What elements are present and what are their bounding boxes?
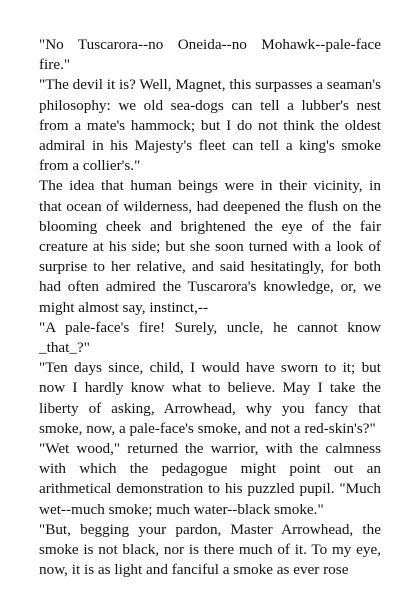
- paragraph-2: "The devil it is? Well, Magnet, this surpasses a seaman's philosophy: we old sea-dogs can tell a lubber's nest from a mate's hammock; but I do not think the oldest admiral in his Majesty's fleet can tell a king's smoke from a collier's.": [39, 76, 381, 175]
- paragraph-5: "Ten days since, child, I would have sworn to it; but now I hardly know what to believe. May I take the liberty of asking, Arrowhead, why you fancy that smoke, now, a pale-face's smoke, and not a red-skin's?": [39, 359, 381, 437]
- paragraph-4: "A pale-face's fire! Surely, uncle, he cannot know _that_?": [39, 318, 381, 357]
- paragraph-7: "But, begging your pardon, Master Arrowhead, the smoke is not black, nor is there much of it. To my eye, now, it is as light and fanciful a smoke as ever rose: [39, 520, 381, 579]
- paragraph-6: "Wet wood," returned the warrior, with the calmness with which the pedagogue might point out an arithmetical demonstration to his puzzled pupil. "Much wet--much smoke; much water--black smoke.": [39, 440, 381, 518]
- book-page: [39, 35, 381, 580]
- paragraph-3: The idea that human beings were in their vicinity, in that ocean of wilderness, had deepened the flush on the blooming cheek and brightened the eye of the fair creature at his side; but she soon turned with a look of surprise to her relative, and said hesitatingly, for both had often admired the Tuscarora's knowledge, or, we might almost say, instinct,--: [39, 177, 381, 316]
- paragraph-1: "No Tuscarora--no Oneida--no Mohawk--pale-face fire.": [39, 36, 381, 74]
